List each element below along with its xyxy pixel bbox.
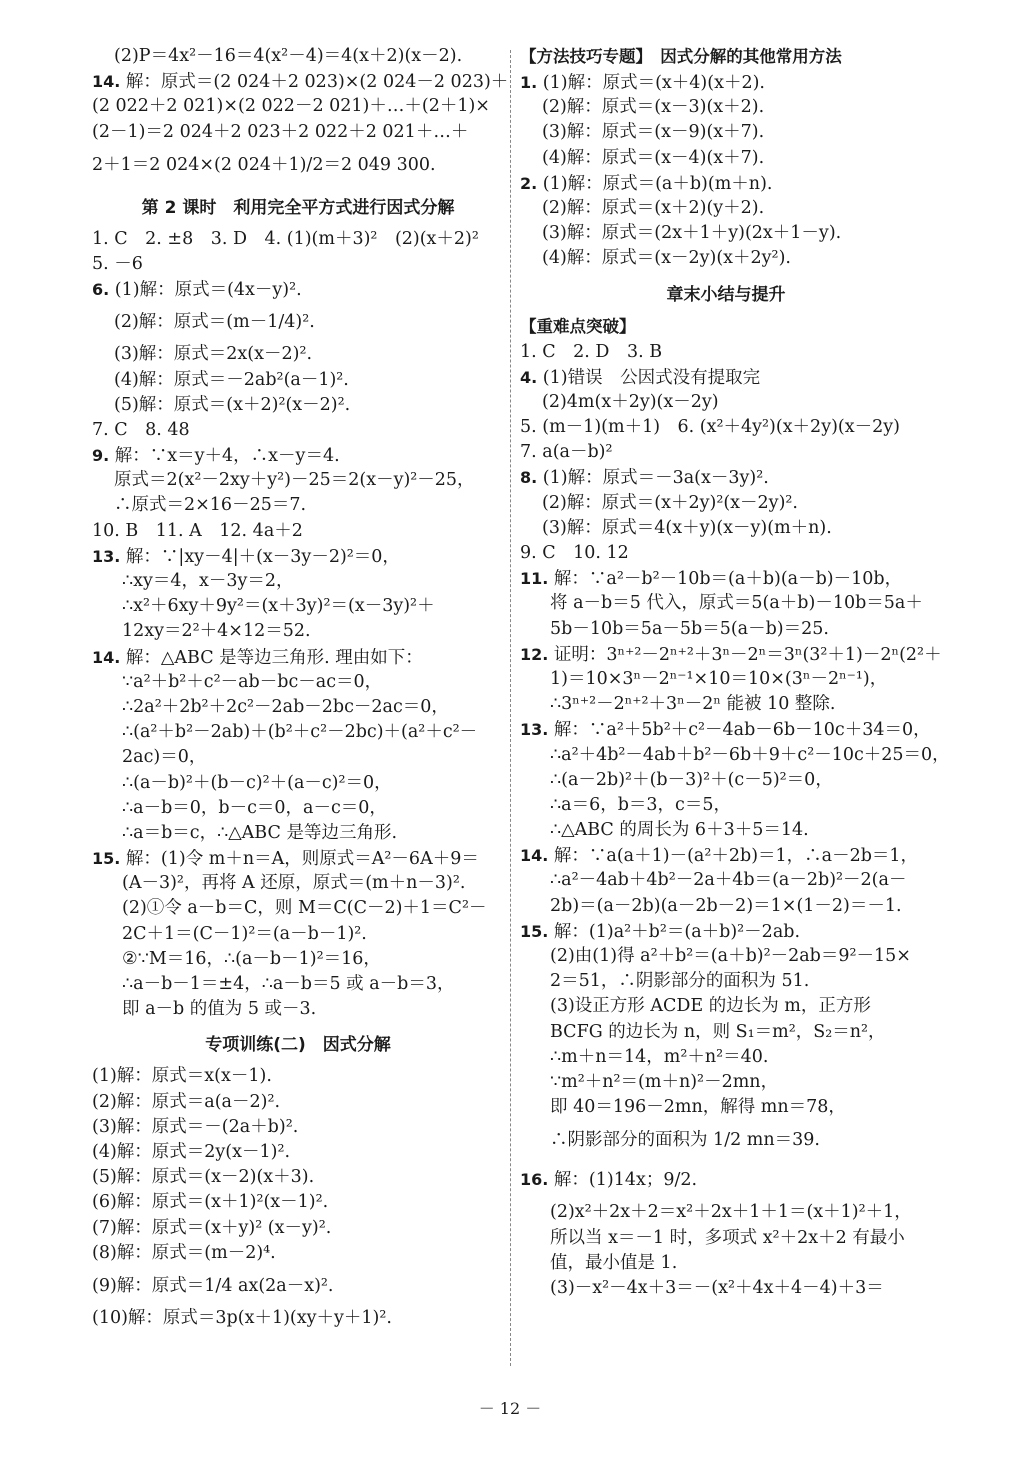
answer-text: (2)解：原式＝(m－1/4)². — [114, 312, 315, 333]
answer-line — [92, 594, 504, 619]
answer-text: 解：∵|xy－4|＋(x－3y－2)²＝0， — [125, 546, 400, 567]
answer-line — [92, 69, 509, 94]
answer-line — [92, 94, 504, 119]
answer-text: (3)解：原式＝2x(x－2)². — [114, 344, 313, 365]
answer-line — [92, 145, 504, 185]
answer-line — [520, 566, 932, 591]
answer-text: 12xy＝2²＋4×12＝52. — [122, 621, 311, 642]
question-number: 11. — [520, 569, 549, 589]
answer-text: 即 a－b 的值为 5 或－3. — [122, 999, 317, 1020]
answer-line — [92, 871, 504, 896]
question-number: 1. — [520, 73, 538, 92]
answer-line — [92, 468, 504, 493]
answer-text: ∴原式＝2×16－25＝7. — [114, 495, 307, 516]
answer-line — [92, 393, 504, 418]
answer-line — [92, 120, 504, 145]
answer-line — [520, 591, 932, 616]
answer-text: (6)解：原式＝(x＋1)²(x－1)². — [92, 1192, 329, 1213]
answer-line — [92, 1190, 504, 1215]
answer-text: 值，最小值是 1. — [550, 1252, 678, 1273]
answer-line — [92, 1115, 504, 1140]
answer-text: ∴m＋n＝14，m²＋n²＝40. — [550, 1046, 769, 1067]
answer-line — [92, 368, 504, 393]
answer-text: 5b－10b＝5a－5b＝5(a－b)＝25. — [550, 618, 829, 639]
answer-line — [520, 919, 932, 944]
answer-text: ∴2a²＋2b²＋2c²－2ab－2bc－2ac＝0， — [122, 696, 449, 717]
left-column — [92, 44, 509, 1331]
answer-text: (2)解：原式＝(x＋2y)²(x－2y)². — [542, 492, 798, 513]
answer-line — [520, 221, 932, 246]
answer-line — [92, 1090, 504, 1115]
answer-text: 2C＋1＝(C－1)²＝(a－b－1)². — [122, 923, 367, 944]
answer-text: 7. C 8. 48 — [92, 419, 190, 440]
answer-text: (8)解：原式＝(m－2)⁴. — [92, 1242, 276, 1263]
answer-text: (1)解：原式＝－3a(x－3y)². — [542, 468, 769, 489]
answer-line — [92, 1216, 504, 1241]
answer-line — [92, 418, 504, 443]
answer-line — [92, 302, 504, 342]
answer-line — [92, 1241, 504, 1266]
answer-text: 1)＝10×3ⁿ－2ⁿ⁻¹×10＝10×(3ⁿ－2ⁿ⁻¹)， — [550, 668, 888, 689]
answer-text: ∴a＝b＝c，∴△ABC 是等边三角形. — [122, 822, 398, 843]
answer-line — [92, 277, 504, 302]
answer-text: 证明：3ⁿ⁺²－2ⁿ⁺²＋3ⁿ－2ⁿ＝3ⁿ(3²＋1)－2ⁿ(2²＋ — [553, 644, 942, 665]
question-number: 15. — [520, 921, 549, 941]
answer-line — [520, 390, 932, 415]
answer-text: (4)解：原式＝－2ab²(a－1)². — [114, 369, 349, 390]
answer-text: (2 022＋2 021)×(2 022－2 021)＋…＋(2＋1)× — [92, 96, 490, 117]
answer-line — [520, 969, 932, 994]
answer-text: 解：∵a²－b²－10b＝(a＋b)(a－b)－10b， — [553, 569, 903, 590]
answer-line — [520, 415, 932, 440]
answer-text: (2－1)＝2 024＋2 023＋2 022＋2 021＋…＋ — [92, 121, 469, 142]
answer-text: ∵m²＋n²＝(m＋n)²－2mn， — [550, 1071, 779, 1092]
answer-line — [92, 896, 504, 921]
answer-line — [520, 340, 932, 365]
answer-line — [520, 1160, 932, 1200]
answer-text: (3)－x²－4x＋3＝－(x²＋4x＋4－4)＋3＝ — [550, 1277, 884, 1298]
answer-line — [520, 692, 932, 717]
answer-line — [92, 670, 504, 695]
answer-text: 1. C 2. ±8 3. D 4. (1)(m＋3)² (2)(x＋2)² — [92, 228, 479, 249]
answer-text: 原式＝2(x²－2xy＋y²)－25＝2(x－y)²－25， — [114, 470, 475, 491]
answer-text: ∴a－b＝0，b－c＝0，a－c＝0， — [122, 797, 387, 818]
answer-line — [92, 493, 504, 518]
answer-line — [92, 252, 504, 277]
answer-line — [520, 440, 932, 465]
answer-line — [92, 1140, 504, 1165]
answer-text: (1)错误 公因式没有提取完 — [542, 367, 761, 388]
answer-text: ∴(a－b)²＋(b－c)²＋(a－c)²＝0， — [122, 772, 392, 793]
answer-text: (2)解：原式＝(x－3)(x＋2). — [542, 97, 765, 118]
answer-line — [520, 516, 932, 541]
question-number: 13. — [520, 720, 549, 740]
answer-line — [92, 745, 504, 770]
answer-line — [92, 342, 504, 367]
answer-line — [520, 1045, 932, 1070]
answer-line — [92, 972, 504, 997]
answer-text: BCFG 的边长为 n，则 S₁＝m²，S₂＝n²， — [550, 1021, 886, 1042]
section-label: 【重难点突破】 — [520, 316, 636, 336]
answer-line — [520, 246, 932, 271]
answer-line — [520, 95, 932, 120]
answer-text: (2)4m(x＋2y)(x－2y) — [542, 391, 719, 412]
answer-line — [520, 617, 932, 642]
answer-text: 5. (m－1)(m＋1) 6. (x²＋4y²)(x＋2y)(x－2y) — [520, 417, 900, 438]
answer-line — [92, 227, 504, 252]
answer-line — [520, 491, 932, 516]
answer-line — [520, 1276, 932, 1301]
answer-line — [92, 1165, 504, 1190]
answer-text: (A－3)²，再将 A 还原，原式＝(m＋n－3)². — [122, 873, 466, 894]
answer-text: (1)解：原式＝(4x－y)². — [114, 280, 302, 301]
answer-line — [520, 1095, 932, 1120]
answer-line — [520, 171, 932, 196]
section-heading: 第 2 课时 利用完全平方式进行因式分解 — [141, 197, 455, 218]
answer-line — [520, 120, 932, 145]
answer-text: ∴a²＋4b²－4ab＋b²－6b＋9＋c²－10c＋25＝0， — [550, 744, 950, 765]
answer-text: ∴阴影部分的面积为 1/2 mn＝39. — [550, 1130, 820, 1151]
answer-text: ∴3ⁿ⁺²－2ⁿ⁺²＋3ⁿ－2ⁿ 能被 10 整除. — [550, 694, 836, 715]
answer-line — [92, 695, 504, 720]
question-number: 14. — [92, 647, 121, 667]
answer-text: (5)解：原式＝(x－2)(x＋3). — [92, 1167, 315, 1188]
answer-line — [520, 1070, 932, 1095]
answer-text: (2)由(1)得 a²＋b²＝(a＋b)²－2ab＝9²－15× — [550, 946, 911, 966]
answer-text: (2)解：原式＝(x＋2)(y＋2). — [542, 197, 765, 218]
answer-line — [520, 818, 932, 843]
answer-text: (4)解：原式＝2y(x－1)². — [92, 1141, 291, 1162]
column-divider — [510, 50, 511, 1366]
answer-line — [92, 821, 504, 846]
answer-text: 解：△ABC 是等边三角形. 理由如下： — [125, 647, 423, 668]
question-number: 14. — [520, 846, 549, 866]
answer-text: 7. a(a－b)² — [520, 442, 613, 463]
answer-text: ∴a＝6，b＝3，c＝5， — [550, 794, 731, 815]
answer-text: (9)解：原式＝1/4 ax(2a－x)². — [92, 1275, 334, 1296]
section-label: 【方法技巧专题】 因式分解的其他常用方法 — [520, 47, 842, 66]
question-number: 6. — [92, 280, 110, 300]
answer-text: (4)解：原式＝(x－4)(x＋7). — [542, 147, 765, 168]
answer-text: 2＋1＝2 024×(2 024＋1)/2＝2 049 300. — [92, 154, 436, 175]
answer-line — [92, 569, 504, 594]
answer-text: 解：∵a(a＋1)－(a²＋2b)＝1，∴a－2b＝1， — [553, 846, 919, 867]
answer-text: (4)解：原式＝(x－2y)(x＋2y²). — [542, 248, 791, 269]
question-number: 13. — [92, 546, 121, 566]
question-number: 8. — [520, 468, 538, 488]
answer-line — [520, 465, 932, 490]
answer-line — [92, 619, 504, 644]
answer-text: 2b)＝(a－2b)(a－2b－2)＝1×(1－2)＝－1. — [550, 895, 902, 916]
answer-line — [92, 997, 504, 1022]
answer-line — [92, 544, 504, 569]
answer-line — [92, 771, 504, 796]
question-number: 16. — [520, 1170, 549, 1190]
answer-line — [520, 70, 932, 95]
answer-line — [92, 44, 504, 69]
answer-line — [520, 1251, 932, 1276]
answer-text: 10. B 11. A 12. 4a＋2 — [92, 520, 303, 541]
answer-text: (7)解：原式＝(x＋y)² (x－y)². — [92, 1217, 332, 1238]
answer-line — [520, 994, 932, 1019]
answer-text: ∴x²＋6xy＋9y²＝(x＋3y)²＝(x－3y)²＋ — [122, 596, 435, 617]
answer-line — [520, 1120, 932, 1160]
answer-text: (3)解：原式＝4(x＋y)(x－y)(m＋n). — [542, 517, 832, 538]
answer-line — [92, 846, 504, 871]
answer-text: 1. C 2. D 3. B — [520, 341, 663, 362]
answer-text: (1)解：原式＝(x＋4)(x＋2). — [542, 73, 765, 93]
answer-text: (2)x²＋2x＋2＝x²＋2x＋1＋1＝(x＋1)²＋1， — [550, 1202, 912, 1223]
answer-text: ②∵M＝16，∴(a－b－1)²＝16， — [122, 948, 381, 969]
answer-text: ∴(a－2b)²＋(b－3)²＋(c－5)²＝0， — [550, 769, 833, 790]
answer-text: ∴(a²＋b²－2ab)＋(b²＋c²－2bc)＋(a²＋c²－ — [122, 722, 478, 743]
answer-text: (2)P＝4x²－16＝4(x²－4)＝4(x＋2)(x－2). — [114, 46, 463, 66]
answer-text: 即 40＝196－2mn，解得 mn＝78， — [550, 1097, 846, 1118]
answer-text: 9. C 10. 12 — [520, 543, 629, 563]
answer-line — [520, 642, 942, 667]
answer-line — [92, 947, 504, 972]
answer-line — [520, 667, 932, 692]
question-number: 12. — [520, 644, 549, 664]
answer-line — [92, 720, 504, 745]
answer-line — [520, 146, 932, 171]
answer-line — [92, 519, 504, 544]
answer-text: (2)解：原式＝a(a－2)². — [92, 1091, 281, 1112]
right-column — [520, 44, 950, 1301]
answer-line — [92, 443, 504, 468]
answer-line — [92, 1064, 504, 1089]
answer-text: (2)①令 a－b＝C，则 M＝C(C－2)＋1＝C²－ — [122, 898, 487, 919]
answer-line — [520, 541, 932, 566]
answer-text: 2ac)＝0， — [122, 747, 207, 768]
answer-text: 解：(1)14x；9/2. — [553, 1170, 698, 1191]
answer-line — [520, 1200, 932, 1225]
section-heading: 章末小结与提升 — [666, 284, 786, 305]
answer-text: 解：(1)令 m＋n＝A，则原式＝A²－6A＋9＝ — [125, 849, 479, 870]
answer-line — [520, 944, 932, 969]
question-number: 2. — [520, 173, 538, 193]
answer-text: (3)解：原式＝(x－9)(x＋7). — [542, 122, 765, 143]
answer-text: (10)解：原式＝3p(x＋1)(xy＋y＋1)². — [92, 1307, 392, 1328]
answer-line — [520, 365, 932, 390]
answer-line — [520, 843, 932, 868]
answer-line — [520, 1226, 932, 1251]
question-number: 9. — [92, 446, 110, 466]
question-number: 15. — [92, 849, 121, 869]
answer-text: ∴a－b－1＝±4，∴a－b＝5 或 a－b＝3， — [122, 974, 455, 994]
answer-line — [92, 1266, 504, 1306]
answer-line — [520, 196, 932, 221]
answer-line — [520, 868, 932, 893]
question-number: 14. — [92, 72, 121, 92]
answer-text: 解：(1)a²＋b²＝(a＋b)²－2ab. — [553, 921, 801, 942]
answer-text: ∴△ABC 的周长为 6＋3＋5＝14. — [550, 820, 809, 841]
answer-text: 将 a－b＝5 代入，原式＝5(a＋b)－10b＝5a＋ — [550, 593, 923, 614]
answer-text: ∴a²－4ab＋4b²－2a＋4b＝(a－2b)²－2(a－ — [550, 870, 907, 891]
section-heading: 专项训练(二) 因式分解 — [205, 1035, 391, 1056]
answer-line — [520, 1020, 932, 1045]
answer-line — [92, 1306, 504, 1331]
answer-text: 2＝51，∴阴影部分的面积为 51. — [550, 971, 810, 992]
answer-line — [92, 796, 504, 821]
answer-line — [92, 922, 504, 947]
answer-text: (3)设正方形 ACDE 的边长为 m，正方形 — [550, 996, 871, 1017]
answer-line — [92, 645, 504, 670]
answer-text: (1)解：原式＝x(x－1). — [92, 1066, 272, 1087]
answer-text: 所以当 x＝－1 时，多项式 x²＋2x＋2 有最小 — [550, 1227, 905, 1248]
answer-text: ∴xy＝4，x－3y＝2， — [122, 571, 294, 591]
answer-line — [520, 743, 950, 768]
page-number: － 12 － — [478, 1399, 542, 1418]
answer-text: ∵a²＋b²＋c²－ab－bc－ac＝0， — [122, 671, 383, 692]
answer-line — [520, 793, 932, 818]
answer-line — [520, 894, 932, 919]
answer-text: (3)解：原式＝(2x＋1＋y)(2x＋1－y). — [542, 223, 842, 244]
answer-text: (5)解：原式＝(x＋2)²(x－2)². — [114, 394, 351, 415]
answer-text: (3)解：原式＝－(2a＋b)². — [92, 1116, 299, 1137]
answer-text: (1)解：原式＝(a＋b)(m＋n). — [542, 173, 773, 194]
answer-text: 5. －6 — [92, 253, 143, 274]
answer-line — [520, 717, 932, 742]
answer-line — [520, 768, 932, 793]
answer-text: 解：∵x＝y＋4，∴x－y＝4. — [114, 446, 340, 467]
question-number: 4. — [520, 367, 538, 387]
answer-text: 解：原式＝(2 024＋2 023)×(2 024－2 023)＋ — [125, 72, 509, 93]
answer-text: 解：∵a²＋5b²＋c²－4ab－6b－10c＋34＝0， — [553, 720, 931, 741]
